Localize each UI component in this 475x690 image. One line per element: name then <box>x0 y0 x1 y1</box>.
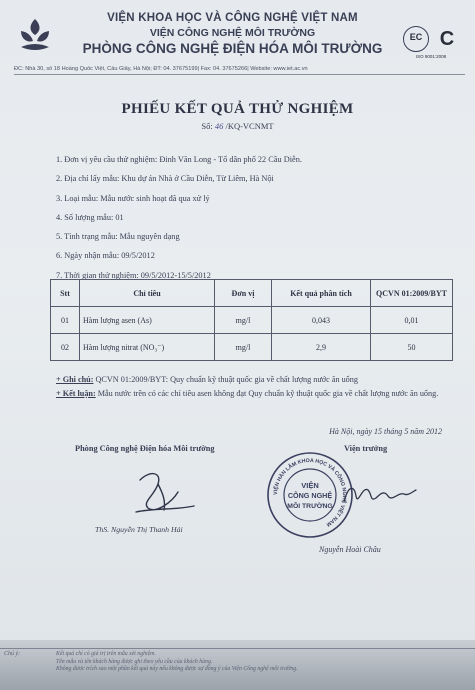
col-standard: QCVN 01:2009/BYT <box>371 280 453 307</box>
certification-marks <box>403 26 459 59</box>
c-mark-icon: C <box>439 28 455 50</box>
note-ketluan <box>56 388 455 400</box>
cell-parameter: Hàm lượng asen (As) <box>80 307 215 334</box>
col-parameter: Chỉ tiêu <box>80 280 215 307</box>
left-signer-name: ThS. Nguyễn Thị Thanh Hải <box>95 525 183 534</box>
header-department: PHÒNG CÔNG NGHỆ ĐIỆN HÓA MÔI TRƯỜNG <box>82 41 383 56</box>
iso-label: ISO 9001:2008 <box>415 54 447 59</box>
number-suffix: /KQ-VCNMT <box>225 121 274 131</box>
col-stt: Stt <box>51 280 80 307</box>
document-title: PHIẾU KẾT QUẢ THỬ NGHIỆM <box>121 101 354 117</box>
note-ketluan-label: + Kết luận: <box>56 388 96 398</box>
sample-info-list <box>56 154 455 289</box>
right-signer-title: Viện trưởng <box>344 444 388 453</box>
cell-stt: 01 <box>51 307 80 334</box>
date-line: Hà Nội, ngày 15 tháng 5 năm 2012 <box>329 427 442 436</box>
left-signature-icon <box>128 462 198 518</box>
number-label: Số: <box>201 121 213 131</box>
col-unit: Đơn vị <box>215 280 272 307</box>
footer-notes <box>56 651 298 674</box>
stamp-line-1: VIỆN <box>301 481 319 490</box>
cell-result: 0,043 <box>272 307 371 334</box>
document-number <box>0 121 475 131</box>
footer-line: Kết quả chỉ có giá trị trên mẫu xét nghiệm. <box>56 651 156 657</box>
info-item: 4. Số lượng mẫu: 01 <box>56 212 124 222</box>
cell-parameter: Hàm lượng nitrat (NO₃⁻) <box>80 334 215 361</box>
cell-standard: 50 <box>371 334 453 361</box>
info-item: 6. Ngày nhận mẫu: 09/5/2012 <box>56 251 155 261</box>
footer-divider <box>0 648 475 649</box>
footer-label: Chú ý: <box>4 651 21 657</box>
table-row <box>51 334 453 361</box>
cell-standard: 0,01 <box>371 307 453 334</box>
note-ghichu <box>56 374 455 386</box>
cell-stt: 02 <box>51 334 80 361</box>
info-item: 3. Loại mẫu: Mẫu nước sinh hoạt đã qua xử lý <box>56 193 210 203</box>
institute-logo-icon <box>17 17 53 57</box>
info-item: 2. Địa chỉ lấy mẫu: Khu dự án Nhà ở Cầu Diễn, Từ Liêm, Hà Nội <box>56 174 274 184</box>
note-ghichu-label: + Ghi chú: <box>56 375 94 384</box>
note-ketluan-text: Mẫu nước trên có các chỉ tiêu asen không đạt Quy chuẩn kỹ thuật quốc gia về chất lượng nước ăn uống. <box>97 388 439 398</box>
info-item: 7. Thời gian thử nghiệm: 09/5/2012-15/5/2012 <box>56 270 211 280</box>
col-result: Kết quả phân tích <box>272 280 371 307</box>
number-handwritten: 46 <box>214 121 224 131</box>
right-signer-name: Nguyễn Hoài Châu <box>319 545 381 554</box>
results-table <box>50 279 453 361</box>
header-academy: VIỆN KHOA HỌC VÀ CÔNG NGHỆ VIỆT NAM <box>107 12 358 24</box>
header-institute: VIỆN CÔNG NGHỆ MÔI TRƯỜNG <box>149 27 316 39</box>
cell-unit: mg/l <box>215 334 272 361</box>
ec-mark-icon: EC <box>403 26 429 52</box>
notes-section <box>56 374 455 399</box>
table-header-row <box>51 280 453 307</box>
footer-line: Tên mẫu và tên khách hàng được ghi theo yêu cầu của khách hàng. <box>56 658 213 665</box>
footer-line: Không được trích sao một phần kết quả này nếu không được sự đồng ý của Viện Công nghệ môi trường. <box>56 666 298 672</box>
right-signature-icon <box>340 476 418 516</box>
table-row <box>51 307 453 334</box>
info-item: 1. Đơn vị yêu cầu thử nghiệm: Đinh Văn Long - Tổ dân phố 22 Cầu Diễn. <box>56 155 302 164</box>
cell-unit: mg/l <box>215 307 272 334</box>
cell-result: 2,9 <box>272 334 371 361</box>
stamp-ring-text: VIỆN HÀN LÂM KHOA HỌC VÀ CÔNG NGHỆ VIỆT NAM <box>272 457 348 528</box>
left-signer-title: Phòng Công nghệ Điện hóa Môi trường <box>75 444 215 453</box>
info-item: 5. Tình trạng mẫu: Mẫu nguyên dạng <box>56 232 180 242</box>
address-line: ĐC: Nhà 30, số 18 Hoàng Quốc Việt, Cầu Giấy, Hà Nội; ĐT: 04. 37675199| Fax: 04. 37675266| Website: www.iet.ac.vn <box>14 66 465 75</box>
note-ghichu-text: QCVN 01:2009/BYT: Quy chuẩn kỹ thuật quốc gia về chất lượng nước ăn uống <box>95 375 358 384</box>
stamp-line-3: MÔI TRƯỜNG <box>287 503 333 510</box>
stamp-line-2: CÔNG NGHỆ <box>287 491 333 500</box>
